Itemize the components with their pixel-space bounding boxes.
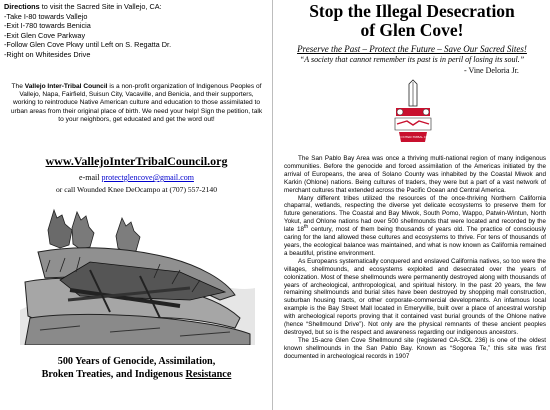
paragraph: As Europeans systematically conquered and enslaved California natives, so too were the villages, shellmounds, and ecosystems exploited and desecrated over the years of colonization. Most of these shellmounds were permanently destroyed along with thousands of years of archeological, anthropological, and spiritual history. In the past 20 years, the few remaining shellmounds and burial sites have been destroyed by shopping mall construction, suburban housing tracts, or other corporate-commercial developments. An infamous local example is the Bay Street Mall located in Emeryville, built over a place of ancestral worship with archeological reports proving that it contained vast burial grounds of the Ohlone native (hence “Shellmound Drive”). Not only are the physical remnants of these ancient peoples destroyed, but so is the respect and awareness regarding our indigenous ancestors. xyxy=(284,257,546,336)
subtitle: Preserve the Past – Protect the Future – Save Our Sacred Sites! xyxy=(297,44,527,54)
cliff-howling-wolves-illustration xyxy=(20,200,255,345)
email-link[interactable]: protectglencove@gmail.com xyxy=(101,173,194,182)
website-link[interactable]: www.VallejoInterTribalCouncil.org xyxy=(45,154,228,168)
direction-step: -Exit Glen Cove Parkway xyxy=(4,30,86,40)
org-description: The Vallejo Inter-Tribal Council is a non-profit organization of Indigenous Peoples of Vallejo, Napa, Fairfield, Suisun City, Vacaville, and Benicia, and their supporters, working to reintroduce Native American culture and education to those assimilated to urban areas from their original place of birth. We need your help! Sign the petition, talk to your neighbors, get educated and get the word out! xyxy=(10,83,263,123)
quote: “A society that cannot remember its past is in peril of losing its soul.” xyxy=(299,55,525,64)
directions-heading: Directions to visit the Sacred Site in Vallejo, CA: xyxy=(4,2,162,11)
paragraph: The 15-acre Glen Cove Shellmound site (registered CA-SOL 236) is one of the oldest known shellmounds in the San Pablo Bay. Known as “Sogorea Te,” this site was first documented in archeological records in 1907 xyxy=(284,336,546,360)
direction-step: -Take I-80 towards Vallejo xyxy=(4,11,88,21)
phone-line: or call Wounded Knee DeOcampo at (707) 557-2140 xyxy=(56,185,217,194)
direction-step: -Right on Whitesides Drive xyxy=(4,49,91,59)
footer-slogan: 500 Years of Genocide, Assimilation, Broken Treaties, and Indigenous Resistance xyxy=(41,356,232,380)
direction-step: -Exit I-780 towards Benicia xyxy=(4,21,91,31)
svg-text:VALLEJO INTER-TRIBAL COUNCIL: VALLEJO INTER-TRIBAL COUNCIL xyxy=(388,135,438,139)
right-column xyxy=(274,0,550,410)
paragraph: Many different tribes utilized the resources of the once-thriving Northern California chaparral, wetlands, respecting the diverse yet delicate ecosystems to preserve them for future generations. The Coastal and Bay Miwok, South Pomo, Wappo, Patwin-Wintun, North Yokut, and Ohlone nations had over 500 shellmounds that were located and recorded by the late 18th century, most of them being thousands of years old. The practice of consciously caring for the land allowed these cultures and ecosystems to thrive. For tens of thousands of years, the ecological balance was maintained, and what is now known as California remained a beautiful, pristine environment. xyxy=(284,194,546,257)
left-column xyxy=(0,0,273,410)
direction-step: -Follow Glen Cove Pkwy until Left on S. Regatta Dr. xyxy=(4,40,172,50)
directions-block xyxy=(4,2,266,60)
email-line: e-mail protectglencove@gmail.com xyxy=(79,173,194,182)
org-name: Vallejo Inter-Tribal Council xyxy=(24,83,108,90)
page-title: Stop the Illegal Desecration of Glen Cove! xyxy=(309,1,515,40)
body-text xyxy=(284,155,546,361)
quote-attribution: - Vine Deloria Jr. xyxy=(464,66,519,75)
feather-logo-icon xyxy=(387,78,439,146)
paragraph: The San Pablo Bay Area was once a thriving multi-national region of many indigenous communities. Before the genocide and forced assimilation of the Americas initiated by the arrival of Europeans, the area of Solano County was inhabited by the Coastal Miwok and Karkin (Ohlone) nations. Being cultures of traders, they were but a part of a vast network of merchant cultures that extended across the Pacific Ocean and Central America. xyxy=(284,155,546,194)
